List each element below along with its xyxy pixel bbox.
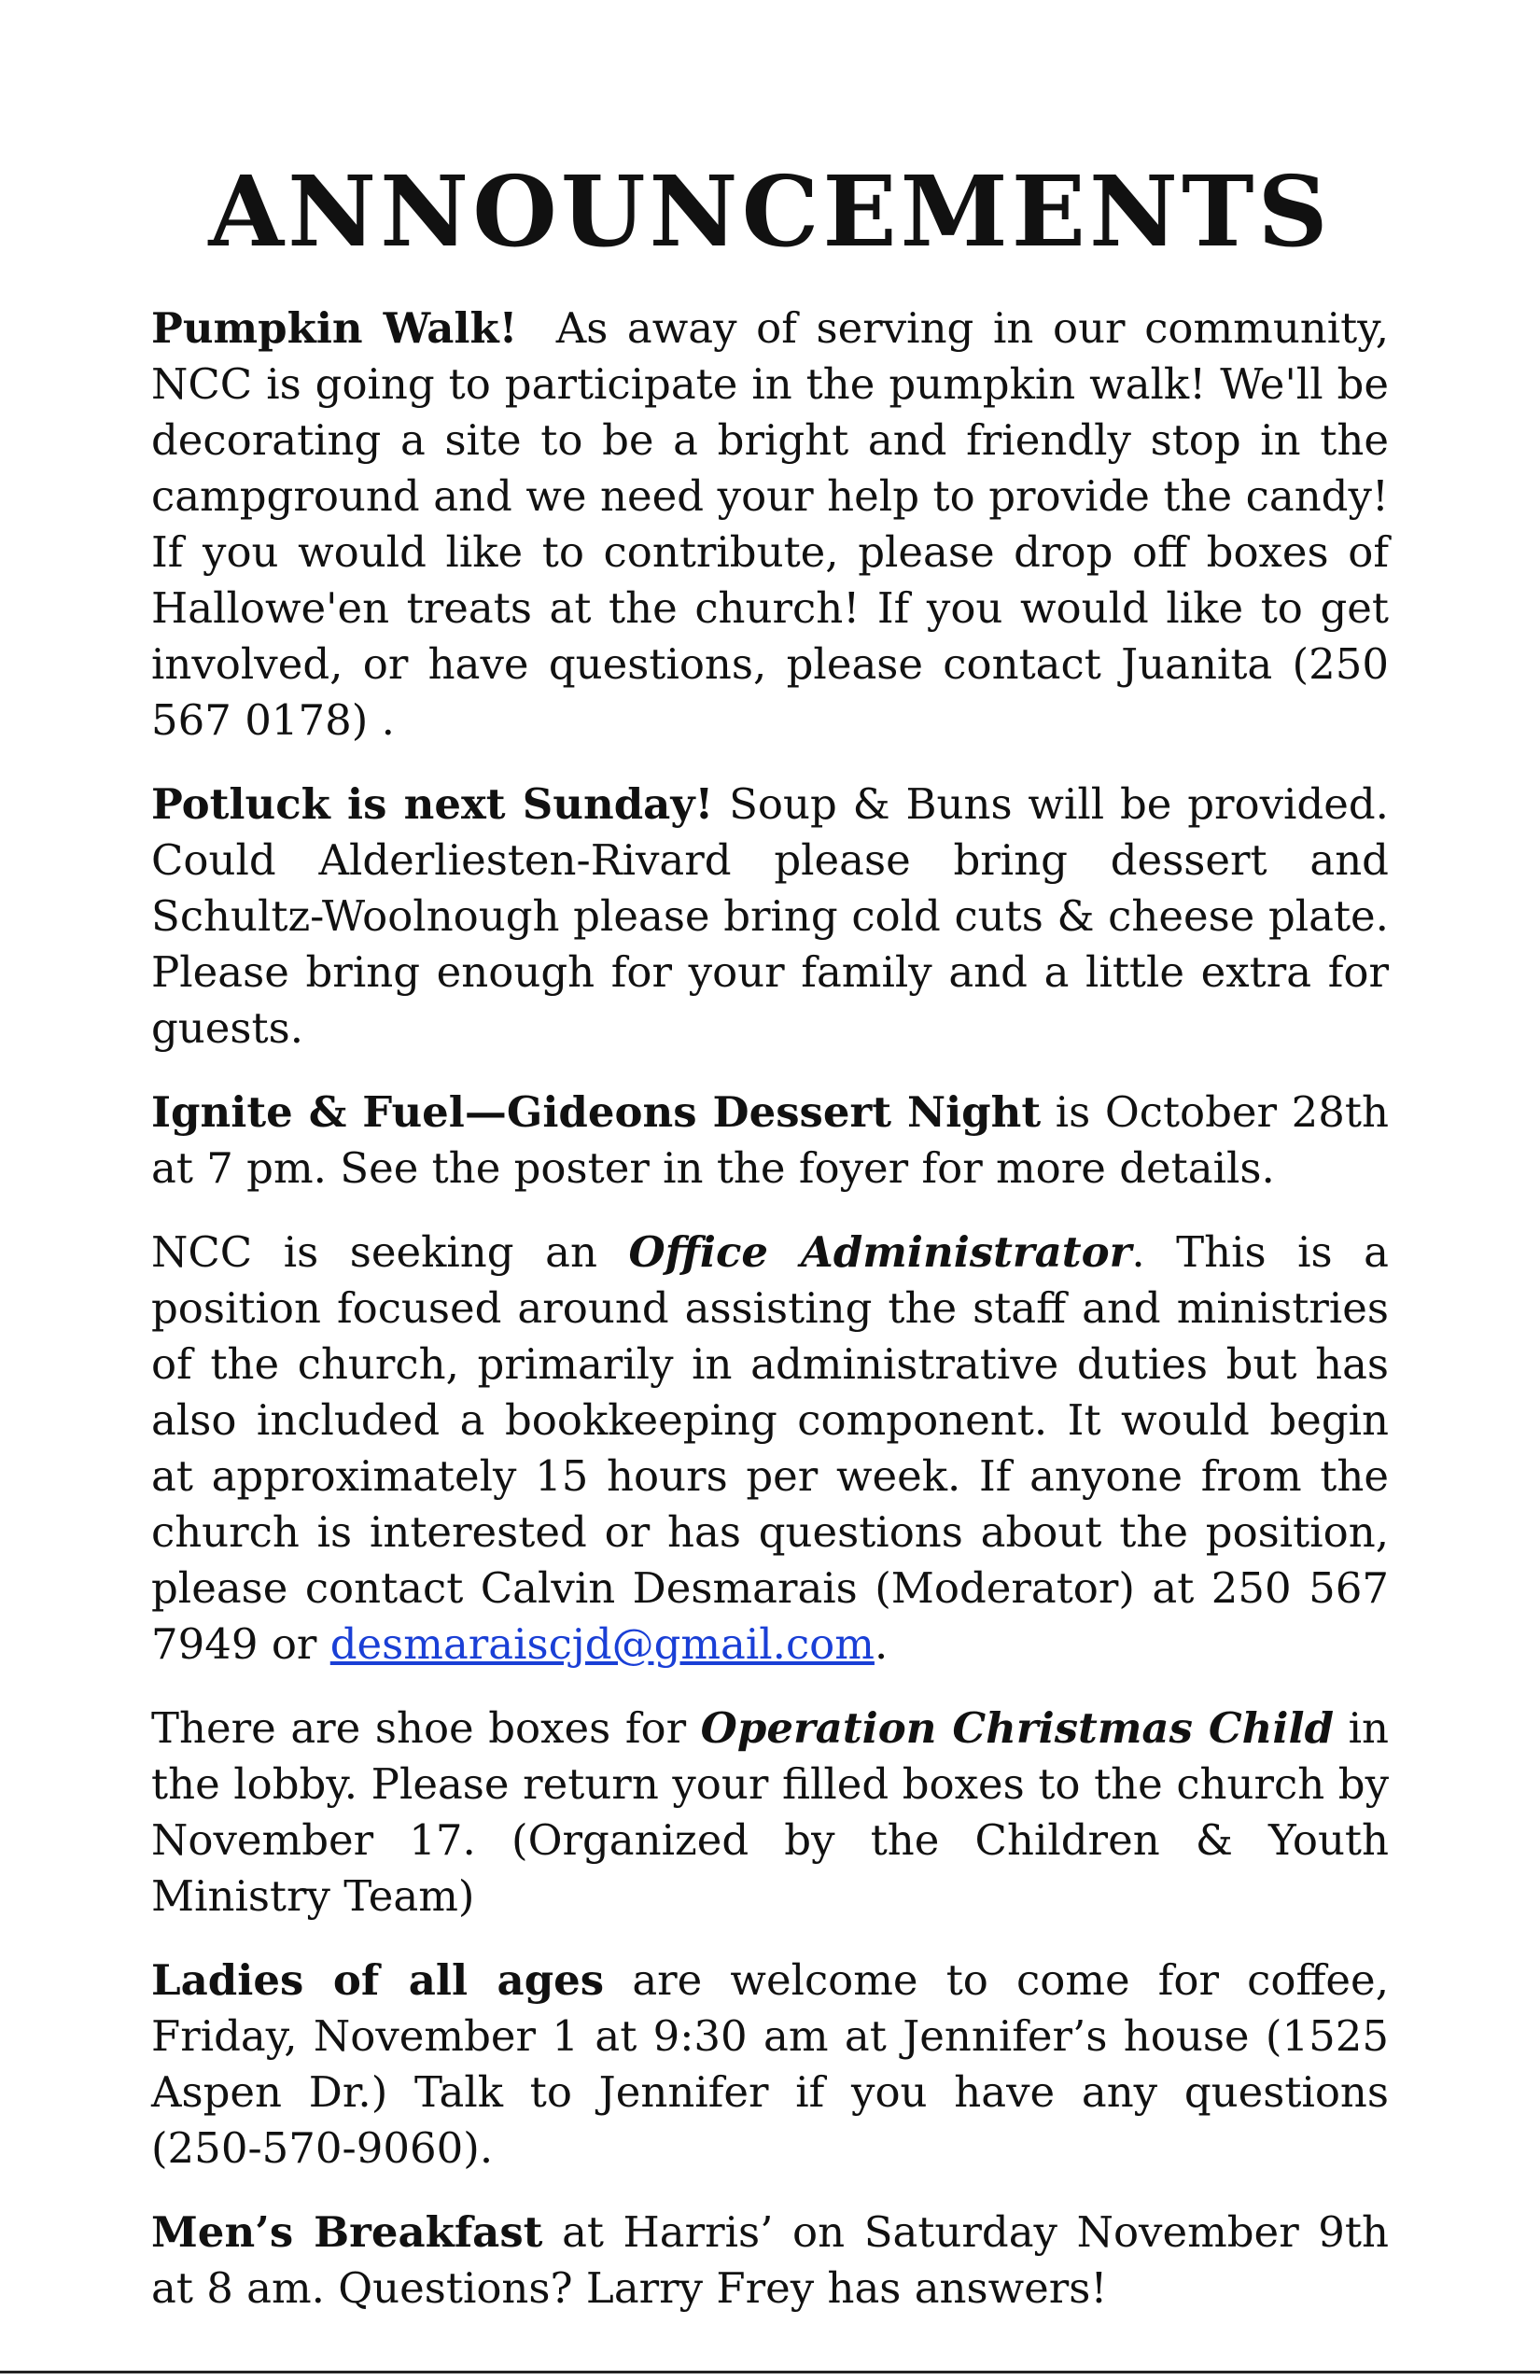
office-text-after: . This is a position focused around assisting the staff and ministries of the church, primarily in administrative duties but has also included a bookkeeping component. It would begin at approximately 15 hours per week. If anyone from the church is interested or has questions about the position, please contact Calvin Desmarais (Moderator) at 250 567 7949 or	[151, 1227, 1390, 1670]
office-administrator-announcement	[151, 1225, 1389, 1673]
bottom-divider	[0, 2371, 1540, 2373]
pumpkin-walk-text: As away of serving in our community, NCC is going to participate in the pumpkin walk! We'll be decorating a site to be a bright and friendly stop in the campground and we need your help to provide the candy! If you would like to contribute, please drop off boxes of Hallowe'en treats at the church! If you would like to get involved, or have questions, please contact Juanita (250 567 0178) .	[151, 303, 1390, 746]
announcements-page	[151, 154, 1390, 2345]
ladies-heading: Ladies of all ages	[151, 1955, 605, 2006]
ignite-fuel-announcement	[151, 1085, 1389, 1197]
pumpkin-walk-heading: Pumpkin Walk!	[151, 303, 518, 354]
potluck-heading: Potluck is next Sunday!	[151, 779, 714, 830]
operation-christmas-child-announcement	[151, 1701, 1389, 1925]
mens-breakfast-text: at Harris’ on Saturday November 9th at 8 am. Questions? Larry Frey has answers!	[151, 2207, 1389, 2314]
ignite-fuel-text: is October 28th at 7 pm. See the poster in the foyer for more details.	[151, 1087, 1389, 1194]
mens-breakfast-announcement	[151, 2205, 1389, 2317]
ignite-fuel-heading: Ignite & Fuel—Gideons Dessert Night	[151, 1087, 1042, 1138]
email-link[interactable]: desmaraiscjd@gmail.com	[329, 1619, 875, 1670]
operation-christmas-child-title: Operation Christmas Child	[700, 1703, 1335, 1754]
pumpkin-walk-announcement	[151, 301, 1389, 749]
office-text-end: .	[874, 1619, 889, 1670]
mens-breakfast-heading: Men’s Breakfast	[151, 2207, 543, 2258]
occ-text-before: There are shoe boxes for	[151, 1703, 687, 1754]
office-administrator-title: Office Administrator	[628, 1227, 1132, 1278]
page-title: ANNOUNCEMENTS	[208, 154, 1332, 269]
office-text-before: NCC is seeking an	[151, 1227, 597, 1278]
ladies-text: are welcome to come for coffee, Friday, November 1 at 9:30 am at Jennifer’s house (1525 Aspen Dr.) Talk to Jennifer if you have any questions (250-570-9060).	[151, 1955, 1389, 2174]
potluck-text: Soup & Buns will be provided. Could Alderliesten-Rivard please bring dessert and Schultz-Woolnough please bring cold cuts & cheese plate. Please bring enough for your family and a little extra for guests.	[151, 779, 1389, 1054]
potluck-announcement	[151, 777, 1389, 1057]
occ-text-after: in the lobby. Please return your filled boxes to the church by November 17. (Organized by the Children & Youth Ministry Team)	[151, 1703, 1389, 1922]
ladies-coffee-announcement	[151, 1953, 1389, 2177]
